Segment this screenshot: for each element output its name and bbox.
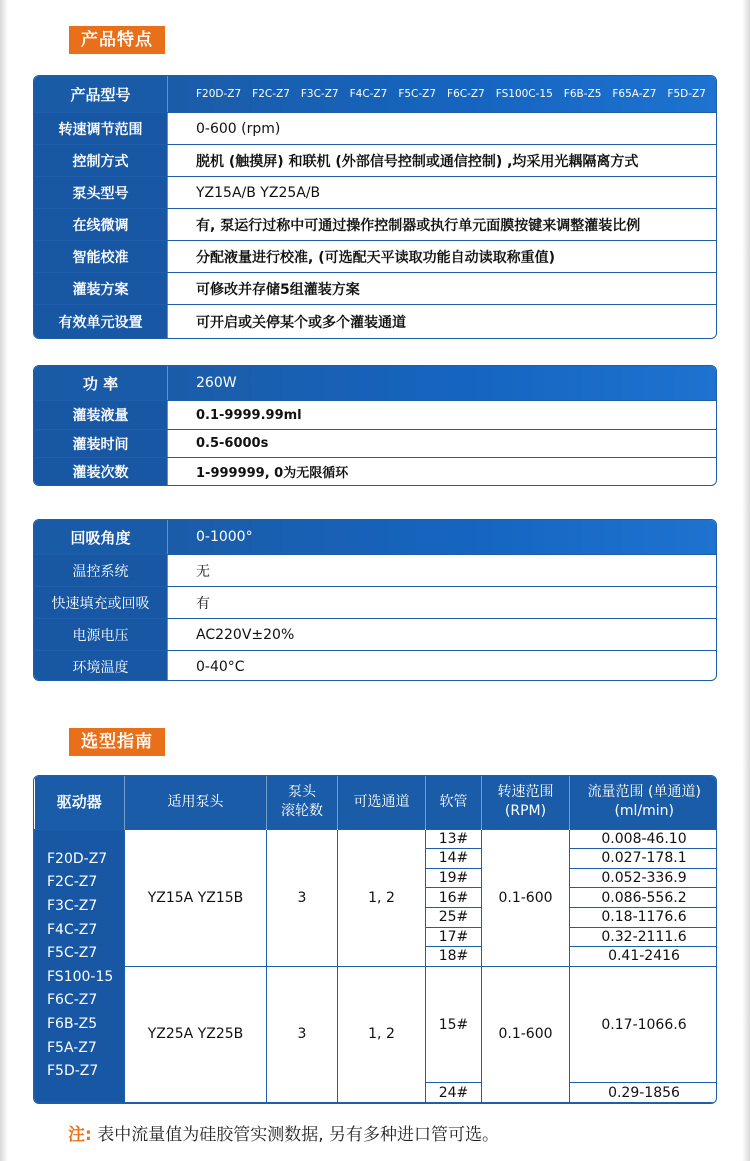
spec-row-power (34, 366, 716, 400)
model-item: F6C-Z7 (447, 88, 485, 100)
header-tubing: 软管 (426, 776, 482, 829)
spec-value: 0-600 (rpm) (196, 120, 281, 137)
spec-value: AC220V±20% (196, 626, 295, 643)
spec-label: 温控系统 (34, 555, 168, 586)
spec-label: 有效单元设置 (34, 305, 168, 338)
tube-cell: 17# (426, 927, 482, 947)
model-item: F20D-Z7 (196, 88, 242, 100)
section-tag-guide: 选型指南 (69, 728, 165, 756)
tube-cell: 16# (426, 888, 482, 908)
driver-item: FS100-15 (47, 968, 114, 985)
driver-item: F5C-Z7 (47, 945, 98, 962)
flow-cell: 0.086-556.2 (570, 888, 718, 908)
driver-item: F3C-Z7 (47, 897, 98, 914)
spec-row (34, 586, 716, 618)
speed-cell: 0.1-600 (482, 966, 570, 1102)
channels-cell: 1, 2 (338, 829, 426, 966)
tube-cell: 14# (426, 849, 482, 869)
spec-value: 有 (196, 595, 210, 612)
tube-cell: 24# (426, 1083, 482, 1103)
model-item: F3C-Z7 (300, 88, 339, 100)
spec-label: 快速填充或回吸 (34, 587, 168, 618)
spec-label: 产品型号 (34, 76, 168, 112)
table-header-row (35, 776, 718, 829)
flow-cell: 0.29-1856 (570, 1083, 718, 1103)
spec-value: 1-999999, 0为无限循环 (196, 466, 349, 481)
speed-cell: 0.1-600 (482, 829, 570, 966)
spec-row (34, 208, 716, 240)
spec-value: 0.5-6000s (196, 436, 269, 451)
model-item: F65A-Z7 (612, 88, 657, 100)
footnote-mark: 注: (68, 1125, 92, 1145)
table-row (35, 829, 718, 849)
spec-row (34, 112, 716, 144)
spec-row (34, 144, 716, 176)
spec-label: 灌装时间 (34, 430, 168, 457)
flow-cell: 0.008-46.10 (570, 829, 718, 849)
flow-cell: 0.18-1176.6 (570, 907, 718, 927)
flow-cell: 0.17-1066.6 (570, 966, 718, 1083)
driver-item: F6C-Z7 (47, 992, 98, 1009)
rollers-cell: 3 (267, 966, 338, 1102)
spec-label: 灌装液量 (34, 401, 168, 429)
spec-table-product (33, 75, 717, 339)
spec-row (34, 304, 716, 338)
driver-list (35, 829, 125, 1103)
spec-label: 转速调节范围 (34, 113, 168, 144)
spec-row-suckback (34, 520, 716, 554)
header-driver: 驱动器 (35, 776, 125, 829)
spec-table-filling (33, 365, 717, 486)
spec-row (34, 240, 716, 272)
spec-value: 可开启或关停某个或多个灌装通道 (196, 314, 406, 331)
spec-table-environment (33, 519, 717, 681)
spec-label: 在线微调 (34, 209, 168, 240)
tube-cell: 18# (426, 947, 482, 967)
tube-cell: 13# (426, 829, 482, 849)
spec-value: 0-1000° (168, 520, 716, 554)
left-edge-shade (0, 0, 8, 1161)
right-edge-shade (742, 0, 750, 1161)
flow-cell: 0.027-178.1 (570, 849, 718, 869)
table-row (35, 966, 718, 1083)
header-channels: 可选通道 (338, 776, 426, 829)
spec-row (34, 429, 716, 457)
spec-row (34, 457, 716, 485)
spec-label: 智能校准 (34, 241, 168, 272)
tube-cell: 19# (426, 868, 482, 888)
model-item: FS100C-15 (495, 88, 553, 100)
spec-row (34, 650, 716, 681)
spec-label: 电源电压 (34, 619, 168, 650)
driver-item: F5D-Z7 (47, 1063, 99, 1080)
header-speed: 转速范围 (RPM) (482, 776, 570, 829)
spec-label: 回吸角度 (34, 520, 168, 554)
header-rollers: 泵头 滚轮数 (267, 776, 338, 829)
header-flow: 流量范围 (单通道) (ml/min) (570, 776, 718, 829)
pump-head-cell: YZ15A YZ15B (125, 829, 267, 966)
footnote-text: 表中流量值为硅胶管实测数据, 另有多种进口管可选。 (91, 1125, 500, 1145)
footnote (68, 1120, 499, 1145)
spec-row (34, 554, 716, 586)
driver-item: F4C-Z7 (47, 921, 98, 938)
spec-value: 无 (196, 563, 210, 580)
model-item: F4C-Z7 (349, 88, 388, 100)
driver-item: F20D-Z7 (47, 850, 108, 867)
spec-label: 控制方式 (34, 145, 168, 176)
model-item: F6B-Z5 (563, 88, 602, 100)
spec-row (34, 176, 716, 208)
model-item: F2C-Z7 (252, 88, 290, 100)
tube-cell: 25# (426, 907, 482, 927)
spec-label: 环境温度 (34, 651, 168, 681)
spec-label: 泵头型号 (34, 177, 168, 208)
flow-cell: 0.052-336.9 (570, 868, 718, 888)
model-item: F5D-Z7 (667, 88, 706, 100)
driver-item: F5A-Z7 (47, 1039, 97, 1056)
spec-value: 有, 泵运行过称中可通过操作控制器或执行单元面膜按键来调整灌装比例 (196, 217, 641, 234)
flow-cell: 0.41-2416 (570, 947, 718, 967)
spec-row (34, 400, 716, 429)
spec-row-model (34, 76, 716, 112)
model-list (196, 88, 716, 100)
spec-label: 灌装方案 (34, 273, 168, 304)
section-tag-features: 产品特点 (69, 26, 165, 54)
spec-value: YZ15A/B YZ25A/B (196, 184, 321, 201)
pump-head-cell: YZ25A YZ25B (125, 966, 267, 1102)
spec-row (34, 618, 716, 650)
tube-cell: 15# (426, 966, 482, 1083)
flow-cell: 0.32-2111.6 (570, 927, 718, 947)
model-item: F5C-Z7 (398, 88, 437, 100)
driver-item: F2C-Z7 (47, 874, 98, 891)
selection-guide-table (33, 775, 717, 1104)
header-pump-head: 适用泵头 (125, 776, 267, 829)
spec-value: 脱机 (触摸屏) 和联机 (外部信号控制或通信控制) ,均采用光耦隔离方式 (196, 153, 639, 170)
spec-value: 0-40°C (196, 658, 245, 675)
spec-value: 分配液量进行校准, (可选配天平读取功能自动读取称重值) (196, 249, 555, 266)
spec-row (34, 272, 716, 304)
spec-value: 0.1-9999.99ml (196, 407, 302, 423)
channels-cell: 1, 2 (338, 966, 426, 1102)
spec-value: 可修改并存储5组灌装方案 (196, 281, 360, 298)
spec-value: 260W (168, 366, 716, 400)
driver-item: F6B-Z5 (47, 1015, 98, 1032)
rollers-cell: 3 (267, 829, 338, 966)
spec-label: 功 率 (34, 366, 168, 400)
spec-label: 灌装次数 (34, 458, 168, 485)
